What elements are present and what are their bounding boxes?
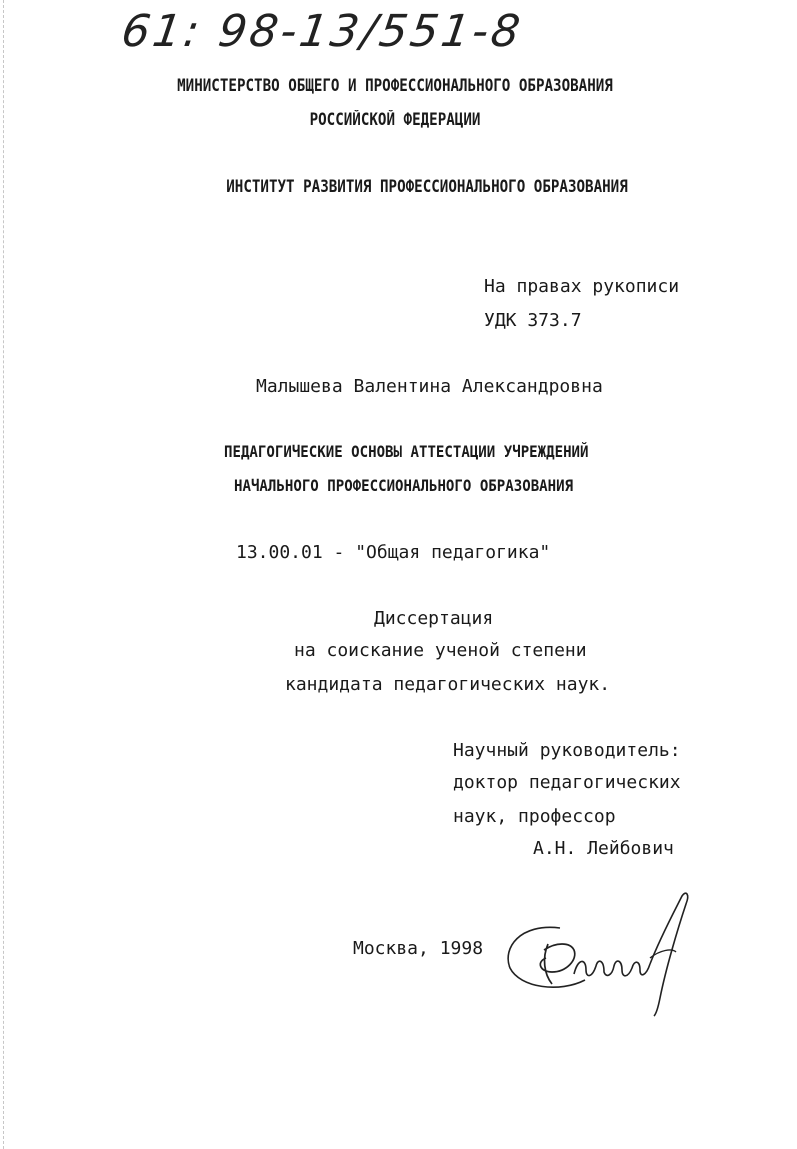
handwritten-code: 61: 98-13/551-8 [118,6,526,57]
signature-icon [500,888,700,1018]
institute-name: ИНСТИТУТ РАЗВИТИЯ ПРОФЕССИОНАЛЬНОГО ОБРАЗОВАНИЯ [226,177,628,196]
manuscript-rights: На правах рукописи [484,276,680,297]
advisor-rank: наук, профессор [453,806,616,827]
degree-line2: на соискание ученой степени [294,640,587,661]
udk-code: УДК 373.7 [484,310,582,331]
degree-line3: кандидата педагогических наук. [285,674,611,695]
title-line1: ПЕДАГОГИЧЕСКИЕ ОСНОВЫ АТТЕСТАЦИИ УЧРЕЖДЕНИЙ [224,442,589,461]
specialty-code: 13.00.01 - "Общая педагогика" [236,542,551,563]
advisor-name: А.Н. Лейбович [533,838,674,859]
advisor-degree: доктор педагогических [453,772,681,793]
ministry-line2: РОССИЙСКОЙ ФЕДЕРАЦИИ [309,110,481,129]
title-line2: НАЧАЛЬНОГО ПРОФЕССИОНАЛЬНОГО ОБРАЗОВАНИЯ [234,476,574,495]
degree-line1: Диссертация [374,608,494,629]
advisor-label: Научный руководитель: [453,740,681,761]
place-year: Москва, 1998 [353,938,484,959]
scan-edge-line [3,0,10,1149]
ministry-line1: МИНИСТЕРСТВО ОБЩЕГО И ПРОФЕССИОНАЛЬНОГО ОБРАЗОВАНИЯ [177,76,613,95]
author-name: Малышева Валентина Александровна [256,376,603,397]
